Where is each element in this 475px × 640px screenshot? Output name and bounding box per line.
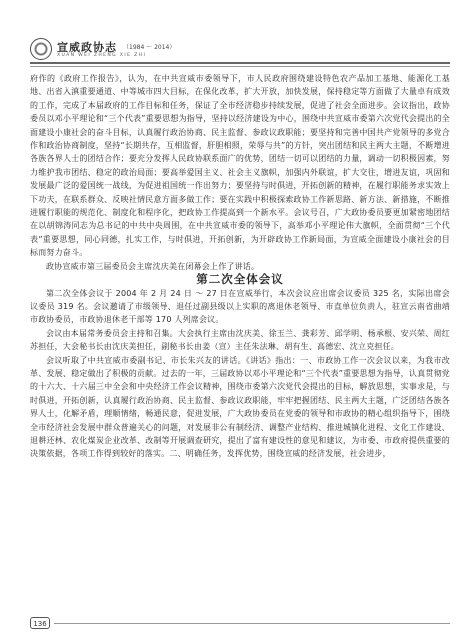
paragraph-continued: 府作的《政府工作报告》，认为，在中共宣威市委领导下，市人民政府围绕建设特色农产品加工基地、能源化工基地、出省入滇重要通道、中等城市四大目标，在保化改革，扩大开放，加快发展，保持稳定等方面做了大量卓有成效的工作，完成了本届政府的工作目标和任务，保证了全市经济稳步持续发展，促进了社会全面进步。会议指出，政协委员以邓小平理论和“三个代表”重要思想为指导，坚持以经济建设为中心，围绕中共宣威市委第六次党代会提出的全面建设小康社会的奋斗目标，认真履行政治协商、民主监督、参政议政职能；要坚持和完善中国共产党领导的多党合作和政治协商制度，坚持“长期共存，互相监督，肝胆相照，荣辱与共”的方针，突出团结和民主两大主题，不断增进各族各界人士的团结合作；要充分发挥人民政协联系面广的优势，团结一切可以团结的力量，调动一切积极因素，努力维护我市团结、稳定的政治局面；要高举爱国主义、社会主义旗帜，加强内外联谊，扩大交往，增进友谊，巩固和发展最广泛的爱国统一战线，为促进祖国统一作出努力；要坚持与时俱进，开拓创新的精神，在履行职能务求实效上下功夫，在联系群众、反映社情民意方面多做工作；要在实践中积极探索政协工作新思路、新方法、新措施，不断推进履行职能的规范化、制度化和程序化，把政协工作提高到一个新水平。会议号召，广大政协委员要更加紧密地团结在以胡锦涛同志为总书记的中共中央周围，在中共宣威市委的领导下，高举邓小平理论伟大旗帜，全面贯彻“三个代表”重要思想，同心同德，扎实工作，与时俱进，开拓创新，为开辟政协工作新局面，为宣威全面建设小康社会的目标而努力奋斗。: [30, 74, 450, 258]
paragraph: 会议听取了中共宣威市委副书记、市长朱兴友的讲话。《讲话》指出：一、市政协工作一次会议以来，为我市改革、发展、稳定做出了积极的贡献。过去的一年，三届政协以邓小平理论和“三个代表”重要思想为指导，认真贯彻党的十六大、十六届三中全会和中央经济工作会议精神，围绕市委第六次党代会提出的目标，解放思想，实事求是，与时俱进，开拓创新，认真履行政治协商、民主监督、参政议政职能，牢牢把握团结、民主两大主题，广泛团结各族各界人士，化解矛盾，理顺情绪，畅通民意，促进发展，广大政协委员在党委的领导和市政协的精心组织指导下，围绕全市经济社会发展中群众普遍关心的问题，对发展非公有制经济、调整产业结构、推进城镇化进程、文化工作建设、退耕还林、农化煤炭企业改革、改制等开展调查研究，提出了富有建设性的意见和建议，为市委、市政府提供重要的决策依据，各项工作得到较好的落实。二、明确任务，发挥优势，围绕宣威的经济发展，社会进步，: [30, 355, 450, 459]
paragraph: 第二次全体会议于 2004 年 2 月 24 日 ～ 27 日在宣威举行，本次会议应出席会议委员 325 名，实际出席会议委员 319 名。会议邀请了市级领导、退任过副县级以上实职的离退休老领导、市直单位负责人，驻宣云南省曲靖市政协委员，市政协退休老干部等 170 人列席会议。: [30, 288, 450, 325]
header-rule-thick: [30, 62, 450, 64]
book-title-pinyin: XUAN WEI ZHENG XIE ZHI: [57, 53, 147, 58]
paragraph: 会议由本届常务委员会主持和召集。大会执行主席由沈庆美、徐玉兰、龚彩芳、邱学明、杨承根、安兴荣、周红苏担任，大会秘书长由沈庆美担任，副秘书长由姜（宣）主任朱法琳、胡有生、高德宏、沈立克担任。: [30, 328, 450, 352]
page-body: [30, 72, 450, 461]
cppcc-emblem-icon: [30, 38, 52, 60]
page-number: 136: [30, 617, 50, 629]
book-title: 宣威政协志: [57, 41, 117, 54]
book-years: （1984 ～ 2014）: [123, 44, 176, 51]
header-rule-thin: [30, 66, 450, 67]
paragraph: 政协宣威市第三届委员会主席沈庆美在闭幕会上作了讲话。: [46, 261, 260, 271]
section-heading: 第二次全体会议: [196, 272, 284, 287]
footer-rule: [54, 623, 450, 624]
